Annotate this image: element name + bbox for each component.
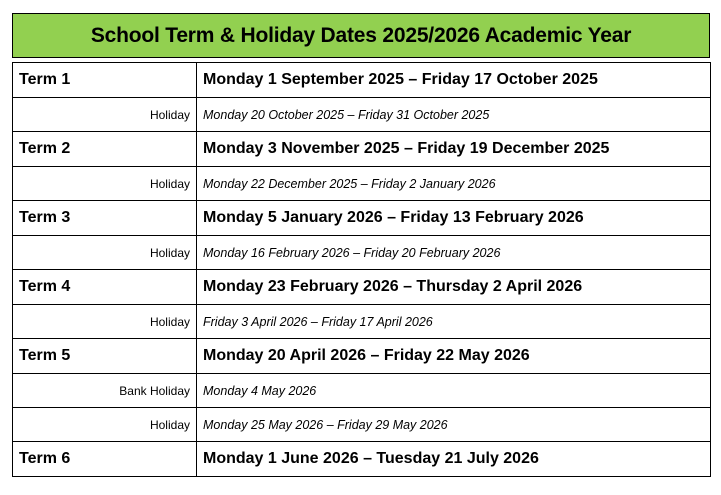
term-label: Term 5 <box>13 339 197 374</box>
term-dates: Monday 1 September 2025 – Friday 17 October 2025 <box>197 63 711 98</box>
table-row-holiday <box>13 305 711 339</box>
holiday-label: Holiday <box>13 167 197 201</box>
term-label: Term 2 <box>13 132 197 167</box>
term-dates: Monday 5 January 2026 – Friday 13 February 2026 <box>197 201 711 236</box>
holiday-label: Holiday <box>13 236 197 270</box>
term-label: Term 3 <box>13 201 197 236</box>
term-dates: Monday 1 June 2026 – Tuesday 21 July 2026 <box>197 442 711 477</box>
table-row-holiday <box>13 98 711 132</box>
table-row-term-2 <box>13 132 711 167</box>
table-row-term-6 <box>13 442 711 477</box>
term-dates: Monday 3 November 2025 – Friday 19 December 2025 <box>197 132 711 167</box>
table-row-term-4 <box>13 270 711 305</box>
holiday-dates: Monday 20 October 2025 – Friday 31 October 2025 <box>197 98 711 132</box>
term-dates: Monday 23 February 2026 – Thursday 2 April 2026 <box>197 270 711 305</box>
table-row-term-1 <box>13 63 711 98</box>
bank-holiday-date: Monday 4 May 2026 <box>197 374 711 408</box>
table-row-holiday <box>13 408 711 442</box>
term-dates: Monday 20 April 2026 – Friday 22 May 2026 <box>197 339 711 374</box>
term-dates-table <box>12 62 711 477</box>
holiday-dates: Monday 22 December 2025 – Friday 2 January 2026 <box>197 167 711 201</box>
holiday-label: Holiday <box>13 98 197 132</box>
holiday-dates: Friday 3 April 2026 – Friday 17 April 2026 <box>197 305 711 339</box>
table-row-holiday <box>13 236 711 270</box>
holiday-label: Holiday <box>13 305 197 339</box>
holiday-dates: Monday 25 May 2026 – Friday 29 May 2026 <box>197 408 711 442</box>
term-dates-sheet <box>12 13 710 477</box>
term-label: Term 1 <box>13 63 197 98</box>
holiday-dates: Monday 16 February 2026 – Friday 20 February 2026 <box>197 236 711 270</box>
bank-holiday-label: Bank Holiday <box>13 374 197 408</box>
term-label: Term 6 <box>13 442 197 477</box>
term-label: Term 4 <box>13 270 197 305</box>
table-row-bank-holiday <box>13 374 711 408</box>
table-row-term-5 <box>13 339 711 374</box>
table-row-term-3 <box>13 201 711 236</box>
table-row-holiday <box>13 167 711 201</box>
page-title: School Term & Holiday Dates 2025/2026 Academic Year <box>12 13 710 58</box>
holiday-label: Holiday <box>13 408 197 442</box>
